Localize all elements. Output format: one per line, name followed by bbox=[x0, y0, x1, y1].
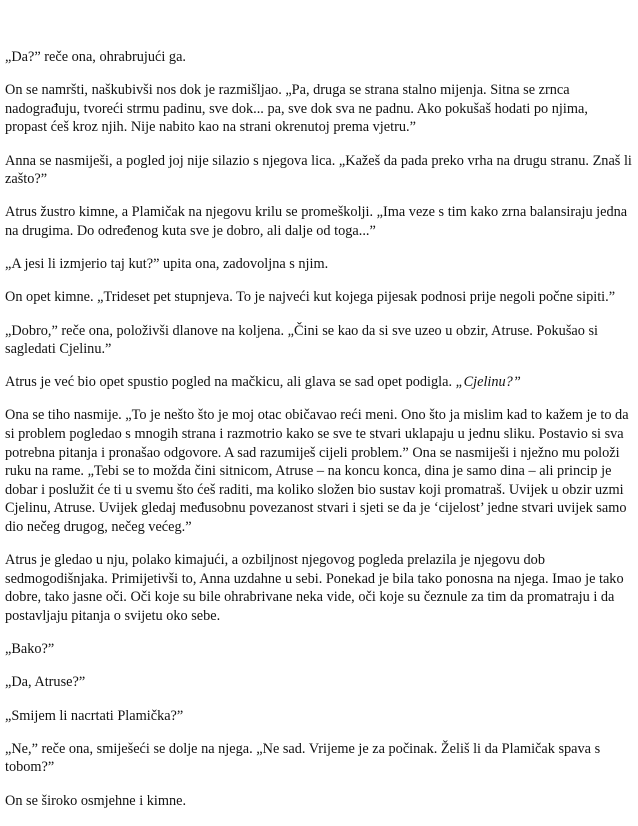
paragraph-13: „Smijem li nacrtati Plamička?” bbox=[5, 707, 184, 724]
paragraph-11: „Bako?” bbox=[5, 641, 55, 658]
paragraph-3: Anna se nasmiješi, a pogled joj nije silazio s njegova lica. „Kažeš da pada preko vrha na drugu stranu. Znaš li zašto?” bbox=[5, 152, 632, 188]
paragraph-4: Atrus žustro kimne, a Plamičak na njegovu krilu se promeškolji. „Ima veze s tim kako zrna balansiraju jedna na drugima. Do određenog kuta sve je dobro, ali dalje od toga...” bbox=[5, 204, 628, 239]
paragraph-6: On opet kimne. „Trideset pet stupnjeva. To je najveći kut kojega pijesak podnosi prije negoli počne sipiti.” bbox=[5, 289, 616, 306]
paragraph-10: Atrus je gledao u nju, polako kimajući, a ozbiljnost njegovog pogleda prelazila je njegovu dob sedmogodišnjaka. Primijetivši to, Anna uzdahne u sebi. Ponekad je bila tako ponosna na njega. Imao je tako dobre, tako jasne oči. Oči koje su bile ohrabrivane neka vide, oči koje su čeznule za tim da promatraju i da postavljaju pitanja o svijetu oko sebe. bbox=[5, 552, 624, 624]
paragraph-8-italic: „Cjelinu?” bbox=[455, 374, 521, 391]
paragraph-5: „A jesi li izmjerio taj kut?” upita ona, zadovoljna s njim. bbox=[5, 256, 329, 273]
paragraph-7: „Dobro,” reče ona, položivši dlanove na koljena. „Čini se kao da si sve uzeo u obzir, Atruse. Pokušao si sagledati Cjelinu.” bbox=[5, 322, 598, 358]
paragraph-15: On se široko osmjehne i kimne. bbox=[5, 792, 187, 809]
document-page bbox=[5, 48, 633, 810]
paragraph-2: On se namršti, naškubivši nos dok je razmišljao. „Pa, druga se strana stalno mijenja. Sitna se zrnca nadograđuju, tvoreći strmu padinu, sve dok... pa, sve dok sva ne padnu. Ako pokušaš hodati po njima, propast ćeš kroz njih. Nije nabito kao na strani okrenutoj prema vjetru.” bbox=[5, 82, 588, 136]
paragraph-12: „Da, Atruse?” bbox=[5, 674, 86, 691]
paragraph-9: Ona se tiho nasmije. „To je nešto što je moj otac običavao reći meni. Ono što ja mislim kad to kažem je to da si problem pogledao s mnogih strana i razmotrio kako se sve te stvari uklapaju u jednu sliku. Postavio si sva potrebna pitanja i pronašao odgovore. A sad razumiješ cijeli problem.” Ona se nasmiješi i nježno mu položi ruku na rame. „Tebi se to možda čini sitnicom, Atruse – na koncu konca, dina je samo dina – ali princip je dobar i poslužit će ti u svemu što ćeš raditi, ma koliko složen bio sustav koji promatraš. Uvijek u obzir uzmi Cjelinu, Atruse. Uvijek gledaj međusobnu povezanost stvari i sjeti se da je ‘cijelost’ jedne stvari uvijek samo dio nečeg drugog, nečeg većeg.” bbox=[5, 407, 629, 536]
paragraph-8-text: Atrus je već bio opet spustio pogled na mačkicu, ali glava se sad opet podigla. bbox=[5, 374, 456, 391]
paragraph-8 bbox=[5, 373, 633, 392]
paragraph-1: „Da?” reče ona, ohrabrujući ga. bbox=[5, 49, 186, 65]
paragraph-14: „Ne,” reče ona, smiješeći se dolje na njega. „Ne sad. Vrijeme je za počinak. Želiš li da Plamičak spava s tobom?” bbox=[5, 740, 601, 776]
